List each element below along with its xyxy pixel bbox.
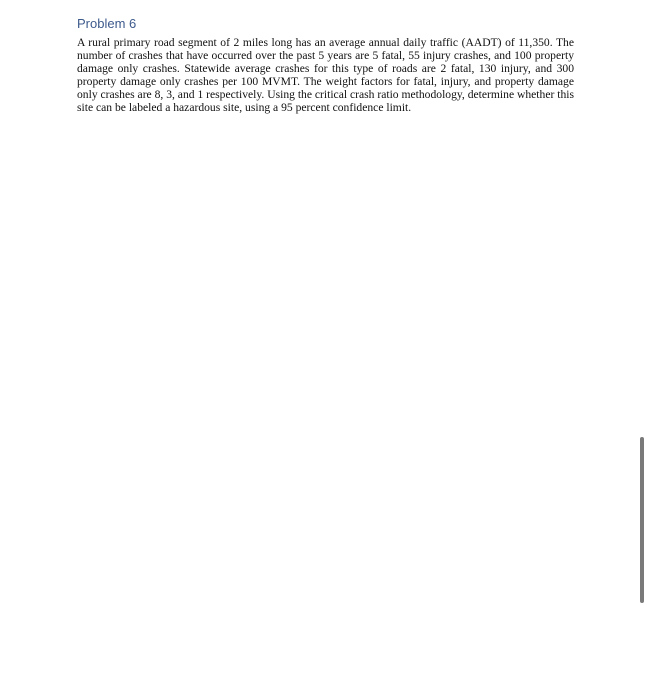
problem-heading: Problem 6: [77, 16, 137, 31]
vertical-scrollbar[interactable]: [640, 437, 644, 603]
problem-statement: A rural primary road segment of 2 miles long has an average annual daily traffic (AADT) of 11,350. The number of crashes that have occurred over the past 5 years are 5 fatal, 55 injury crashes, and 100 property damage only crashes. Statewide average crashes for this type of roads are 2 fatal, 130 injury, and 300 property damage only crashes per 100 MVMT. The weight factors for fatal, injury, and property damage only crashes are 8, 3, and 1 respectively. Using the critical crash ratio methodology, determine whether this site can be labeled a hazardous site, using a 95 percent confidence limit.: [77, 36, 574, 114]
